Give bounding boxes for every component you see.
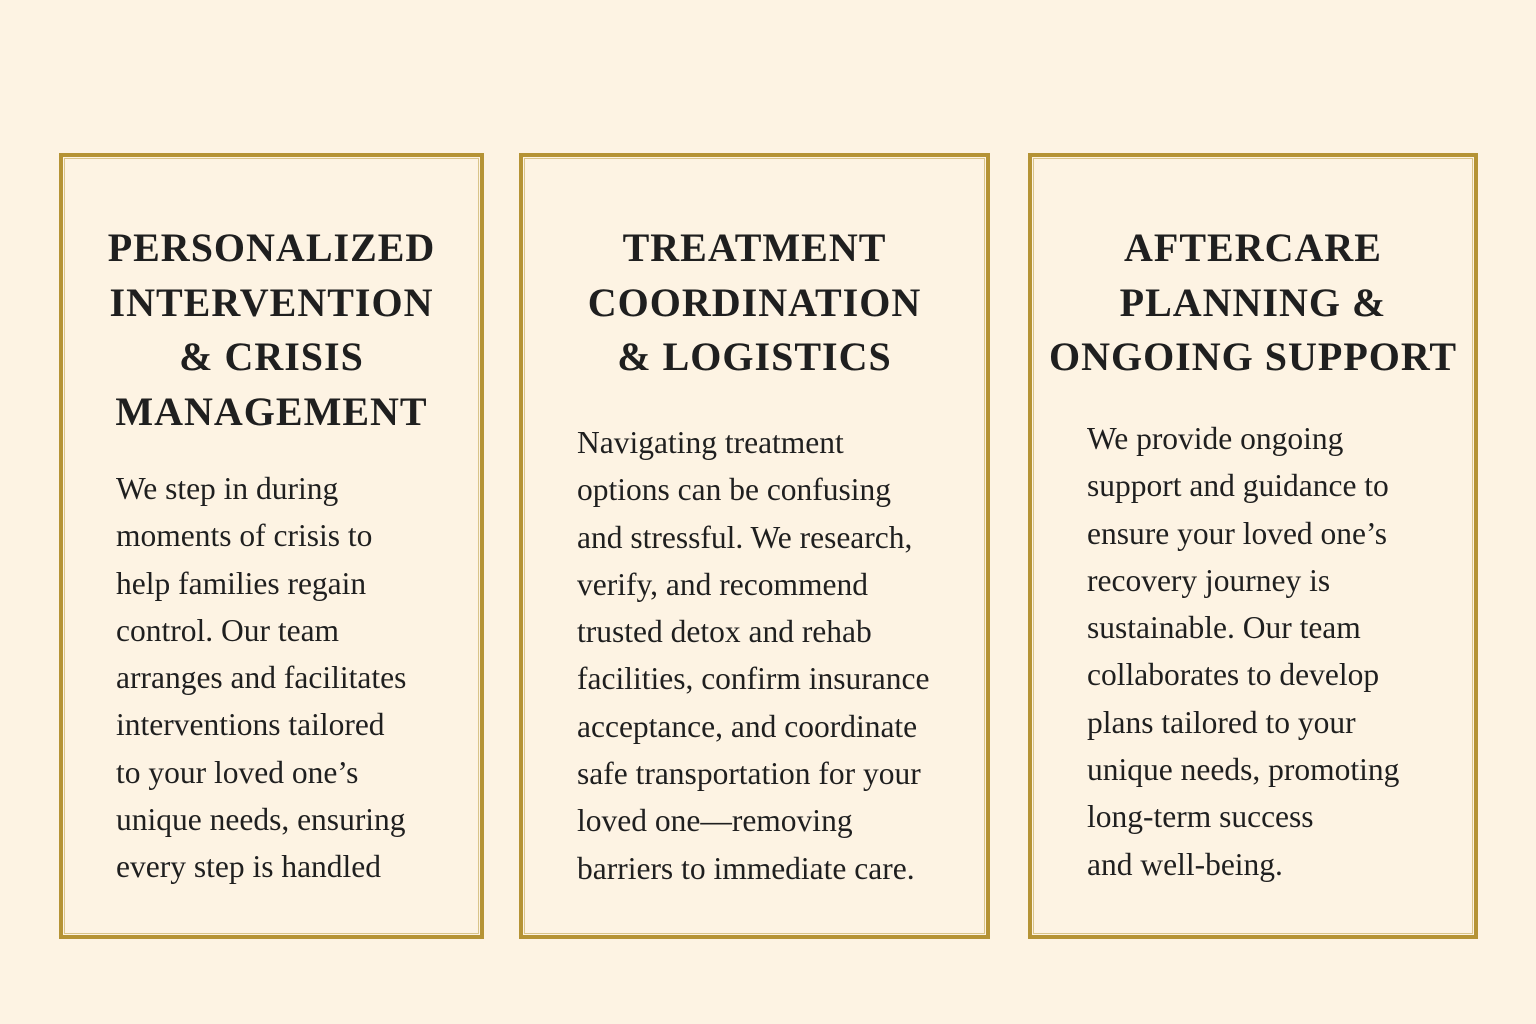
card-title: AFTERCARE PLANNING & ONGOING SUPPORT [1048, 225, 1458, 379]
service-card-intervention [59, 153, 484, 939]
card-title: PERSONALIZED INTERVENTION & CRISIS MANAGEMENT [107, 225, 436, 434]
card-description: We provide ongoing support and guidance to ensure your loved one’s recovery journey is sustainable. Our team collaborates to develop plans tailored to your unique needs, promoting long-term success and well-being. [1087, 421, 1400, 882]
service-card-aftercare [1028, 153, 1478, 939]
card-title: TREATMENT COORDINATION & LOGISTICS [587, 225, 922, 379]
card-description: Navigating treatment options can be confusing and stressful. We research, verify, and recommend trusted detox and rehab facilities, confirm insurance acceptance, and coordinate safe transportation for your loved one—removing barriers to immediate care. [577, 425, 930, 886]
card-description: We step in during moments of crisis to help families regain control. Our team arranges and facilitates interventions tailored to your loved one’s unique needs, ensuring every step is handled [116, 471, 407, 885]
service-card-treatment-coordination [519, 153, 990, 939]
